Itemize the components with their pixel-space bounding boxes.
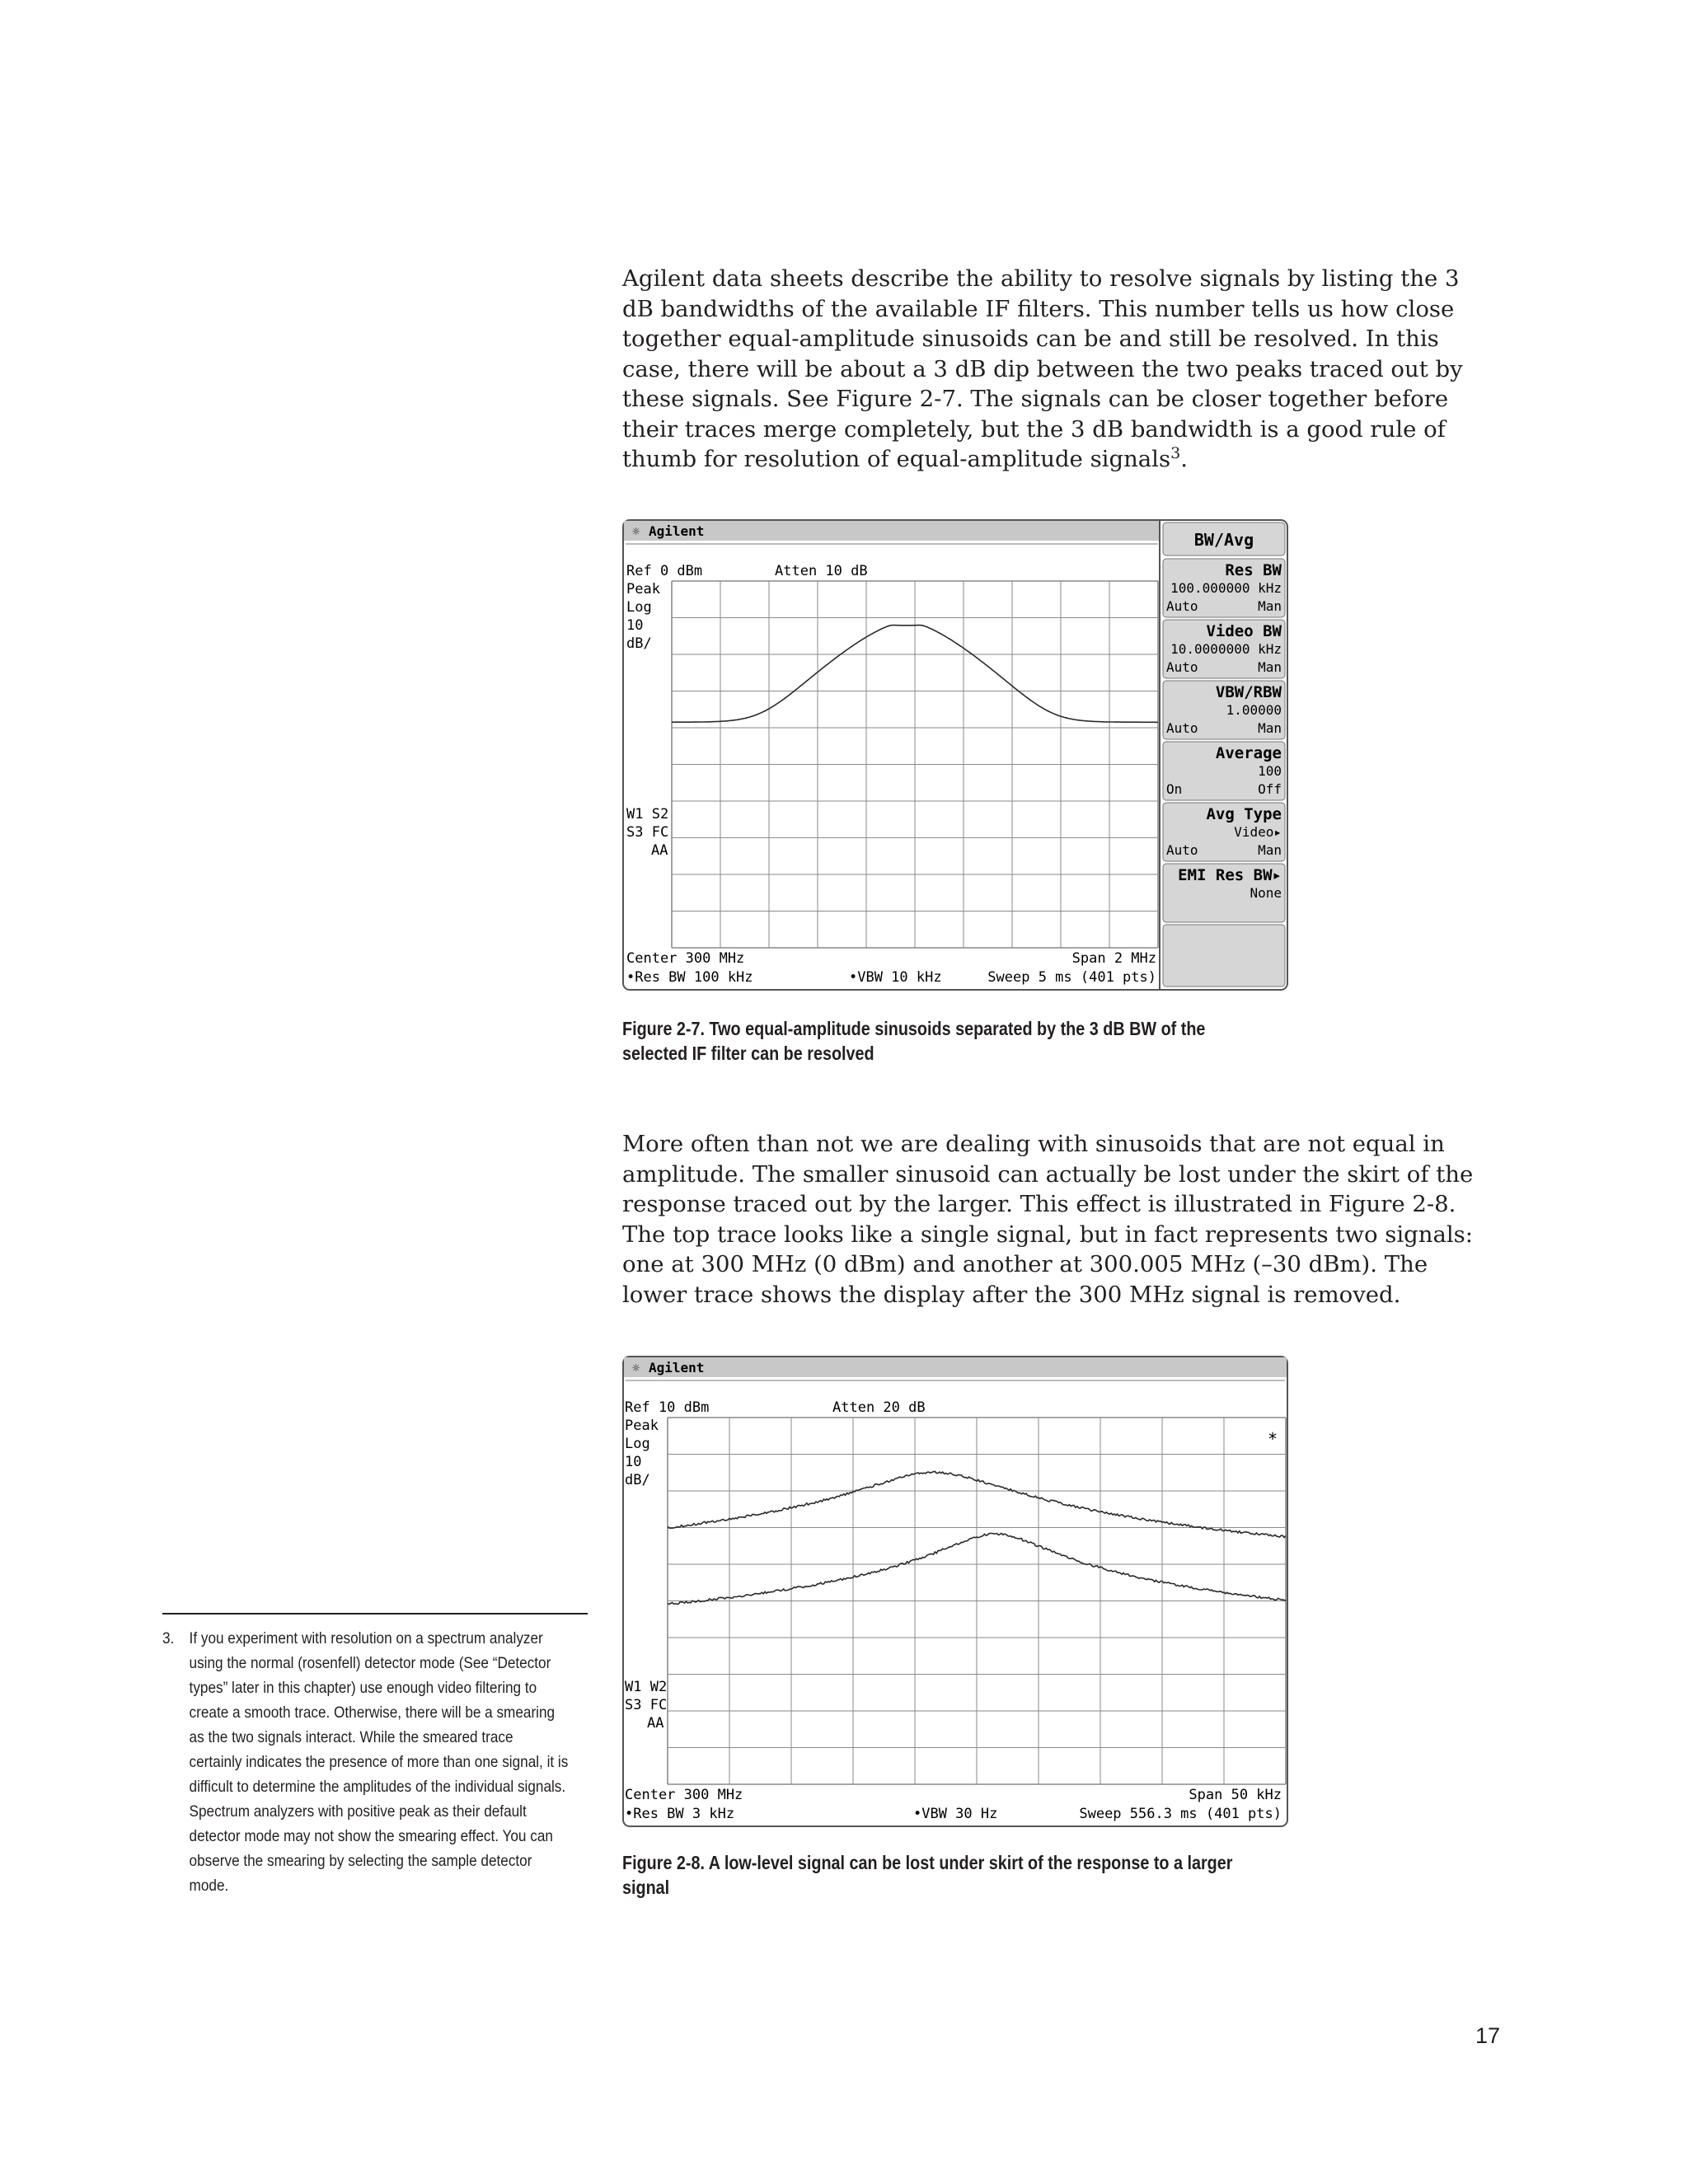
trace-info: S3 FC bbox=[626, 824, 669, 841]
footnote-rule bbox=[162, 1613, 588, 1615]
sun-icon: ☼ bbox=[632, 524, 640, 539]
ref-level: Ref 0 dBm bbox=[626, 563, 703, 579]
softkey-option: Auto bbox=[1166, 842, 1198, 858]
scale-line: Peak bbox=[626, 581, 660, 598]
scale-line: Log bbox=[625, 1436, 650, 1452]
softkey-label: Average bbox=[1215, 744, 1282, 762]
intro-paragraph: Agilent data sheets describe the ability to resolve signals by listing the 3 dB bandwidths of the available IF filters. This number tells us how close together equal-amplitude sinusoids can be and still be resolved. In this case, there will be about a 3 dB dip between the two peaks traced out by these signals. See Figure 2-7. The signals can be closer together before their traces merge completely, but the 3 dB bandwidth is a good rule of thumb for resolution of equal-amplitude signals$^3$. bbox=[622, 265, 1463, 472]
trace-info: W1 W2 bbox=[625, 1679, 668, 1695]
softkey-label: EMI Res BW▸ bbox=[1178, 866, 1282, 884]
attenuation: Atten 20 dB bbox=[832, 1399, 926, 1416]
marker-symbol: * bbox=[1267, 1429, 1278, 1449]
softkey-label: Res BW bbox=[1225, 561, 1282, 579]
screen-border bbox=[623, 1357, 1287, 1826]
softkey-2[interactable] bbox=[1163, 681, 1285, 739]
trace-info: AA bbox=[651, 842, 668, 859]
brand-label: Agilent bbox=[649, 1360, 705, 1376]
figure-2-8-screen bbox=[622, 1356, 1288, 1827]
softkey-4[interactable] bbox=[1163, 803, 1285, 861]
vbw: •VBW 30 Hz bbox=[913, 1806, 998, 1822]
softkey-0[interactable] bbox=[1163, 559, 1285, 617]
scale-line: Log bbox=[626, 599, 652, 616]
ref-level: Ref 10 dBm bbox=[625, 1399, 710, 1416]
scale-line: 10 bbox=[626, 617, 644, 634]
center-frequency: Center 300 MHz bbox=[626, 950, 745, 967]
title-bar bbox=[624, 1357, 1287, 1377]
scale-line: 10 bbox=[625, 1454, 642, 1470]
softkey-option: Man bbox=[1258, 720, 1282, 736]
second-paragraph: More often than not we are dealing with sinusoids that are not equal in amplitude. The smaller sinusoid can actually be lost under the skirt of the response traced out by the larger. This effect is illustrated in Figure 2-8. The top trace looks like a single signal, but in fact represents two signals: one at 300 MHz (0 dBm) and another at 300.005 MHz (–30 dBm). The lower trace shows the display after the 300 MHz signal is removed. bbox=[622, 1131, 1474, 1308]
figure-2-8-caption: Figure 2-8. A low-level signal can be lost under skirt of the response to a larger signal bbox=[622, 1852, 1233, 1898]
figure-2-7-caption: Figure 2-7. Two equal-amplitude sinusoids separated by the 3 dB BW of the selected IF filter can be resolved bbox=[622, 1018, 1206, 1064]
res-bw: •Res BW 3 kHz bbox=[625, 1806, 735, 1822]
brand-label: Agilent bbox=[649, 523, 705, 539]
footnote-number: 3. bbox=[162, 1629, 175, 1647]
softkey-value: 1.00000 bbox=[1226, 702, 1282, 718]
softkey-option: Man bbox=[1258, 598, 1282, 614]
footnote bbox=[162, 1626, 569, 1898]
softkey-value: None bbox=[1250, 885, 1282, 901]
span: Span 2 MHz bbox=[1071, 950, 1156, 967]
title-bar bbox=[624, 521, 1160, 541]
page-number: 17 bbox=[1475, 2023, 1501, 2048]
softkey-3[interactable] bbox=[1163, 742, 1285, 800]
trace-info: W1 S2 bbox=[626, 806, 669, 823]
softkey-option: On bbox=[1166, 781, 1183, 797]
scale-line: Peak bbox=[625, 1418, 659, 1434]
trace-info: AA bbox=[647, 1715, 664, 1732]
menu-title: BW/Avg bbox=[1193, 530, 1254, 550]
trace-info: S3 FC bbox=[625, 1697, 668, 1713]
softkey-value: 10.0000000 kHz bbox=[1170, 641, 1282, 657]
footnote-text: If you experiment with resolution on a spectrum analyzer using the normal (rosenfell) detector mode (See “Detector types” later in this chapter) use enough video filtering to create a smooth trace. Otherwise, there will be a smearing as the two signals interact. While the smeared trace certainly indicates the presence of more than one signal, it is difficult to determine the amplitudes of the individual signals. Spectrum analyzers with positive peak as their default detector mode may not show the smearing effect. You can observe the smearing by selecting the sample detector mode. bbox=[189, 1629, 569, 1895]
softkey-1[interactable] bbox=[1163, 620, 1285, 678]
softkey-value: Video▸ bbox=[1234, 824, 1282, 840]
scale-line: dB/ bbox=[625, 1472, 650, 1488]
center-frequency: Center 300 MHz bbox=[625, 1787, 743, 1803]
sweep: Sweep 556.3 ms (401 pts) bbox=[1079, 1806, 1282, 1822]
res-bw: •Res BW 100 kHz bbox=[626, 969, 753, 986]
figure-2-7-screen bbox=[622, 519, 1288, 991]
softkey-option: Auto bbox=[1166, 598, 1198, 614]
softkey-option: Off bbox=[1258, 781, 1282, 797]
softkey-label: Video BW bbox=[1206, 622, 1282, 640]
footnote-reference[interactable]: 3 bbox=[1170, 443, 1181, 462]
attenuation: Atten 10 dB bbox=[775, 563, 868, 579]
softkey-5[interactable] bbox=[1163, 864, 1285, 922]
sun-icon: ☼ bbox=[632, 1361, 640, 1376]
softkey-panel bbox=[1163, 523, 1285, 987]
scale-line: dB/ bbox=[626, 635, 652, 652]
sweep: Sweep 5 ms (401 pts) bbox=[987, 969, 1156, 986]
vbw: •VBW 10 kHz bbox=[849, 969, 942, 986]
softkey-value: 100.000000 kHz bbox=[1170, 580, 1282, 596]
softkey-blank bbox=[1163, 925, 1285, 987]
softkey-label: Avg Type bbox=[1206, 805, 1282, 823]
softkey-label: VBW/RBW bbox=[1215, 683, 1282, 701]
softkey-option: Auto bbox=[1166, 720, 1198, 736]
softkey-option: Man bbox=[1258, 842, 1282, 858]
softkey-value: 100 bbox=[1258, 763, 1282, 779]
softkey-option: Auto bbox=[1166, 659, 1198, 675]
softkey-option: Man bbox=[1258, 659, 1282, 675]
span: Span 50 kHz bbox=[1189, 1787, 1282, 1803]
